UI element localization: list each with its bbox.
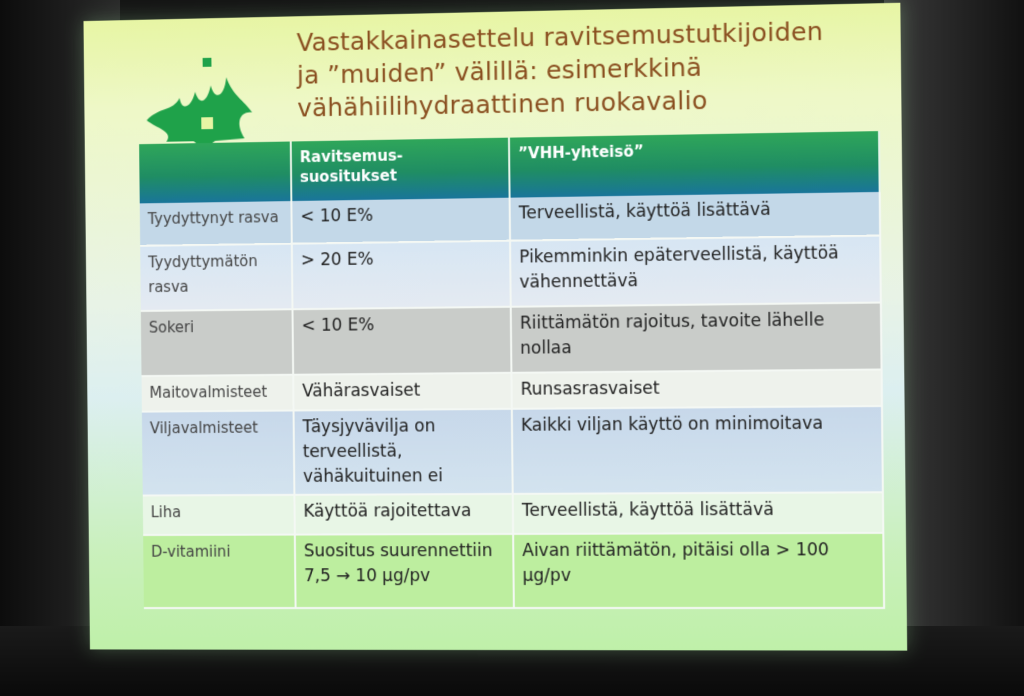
recommendation-cell: < 10 E%: [292, 307, 511, 375]
header-cell-empty: [139, 142, 291, 204]
row-label-cell: Sokeri: [141, 309, 293, 376]
row-label-cell: Liha: [143, 495, 295, 535]
vhh-cell: Aivan riittämätön, pitäisi olla > 100 μg/pv: [513, 533, 884, 608]
row-label-cell: D-vitamiini: [143, 535, 295, 608]
table-row: [143, 492, 884, 535]
vhh-cell: Terveellistä, käyttöä lisättävä: [513, 492, 884, 534]
table-header-row: [139, 131, 880, 203]
recommendation-cell: Täysjyvävilja on terveellistä, vähäkuituinen ei: [294, 409, 513, 495]
table-row: [140, 236, 881, 311]
university-flame-logo-icon: [146, 57, 264, 154]
recommendation-cell: Käyttöä rajoitettava: [294, 494, 513, 535]
recommendation-cell: > 20 E%: [292, 241, 511, 310]
table-row: [143, 533, 884, 608]
recommendation-cell: Suositus suurennettiin 7,5 → 10 μg/pv: [295, 534, 514, 608]
vhh-cell: Riittämätön rajoitus, tavoite lähelle nollaa: [511, 303, 882, 373]
header-cell-recommendations: Ravitsemus- suositukset: [291, 138, 510, 201]
vhh-cell: Kaikki viljan käyttö on minimoitava: [512, 406, 883, 494]
table-row: [142, 370, 882, 412]
recommendation-cell: < 10 E%: [291, 198, 510, 244]
slide-title-line-2: ja ”muiden” välillä: esimerkkinä: [296, 52, 703, 90]
vhh-cell: Pikemminkin epäterveellistä, käyttöä vähennettävä: [510, 236, 881, 307]
row-label-cell: Viljavalmisteet: [142, 410, 295, 495]
recommendation-cell: Vähärasvaiset: [293, 373, 512, 411]
comparison-table: [139, 131, 885, 609]
slide-title-line-1: Vastakkainasettelu ravitsemustutkijoiden: [296, 16, 824, 58]
table-row: [141, 303, 882, 377]
table-row: [142, 406, 883, 495]
slide-title: [296, 13, 880, 124]
row-label-cell: Tyydyttymätön rasva: [140, 244, 292, 311]
vhh-cell: Terveellistä, käyttöä lisättävä: [510, 192, 881, 241]
slide-title-line-3: vähähiilihydraattinen ruokavalio: [297, 85, 708, 123]
row-label-cell: Tyydyttynyt rasva: [140, 201, 292, 246]
row-label-cell: Maitovalmisteet: [142, 375, 294, 412]
projected-slide: [83, 3, 907, 651]
vhh-cell: Runsasrasvaiset: [511, 370, 882, 409]
header-cell-vhh-community: ”VHH-yhteisö”: [509, 131, 880, 198]
